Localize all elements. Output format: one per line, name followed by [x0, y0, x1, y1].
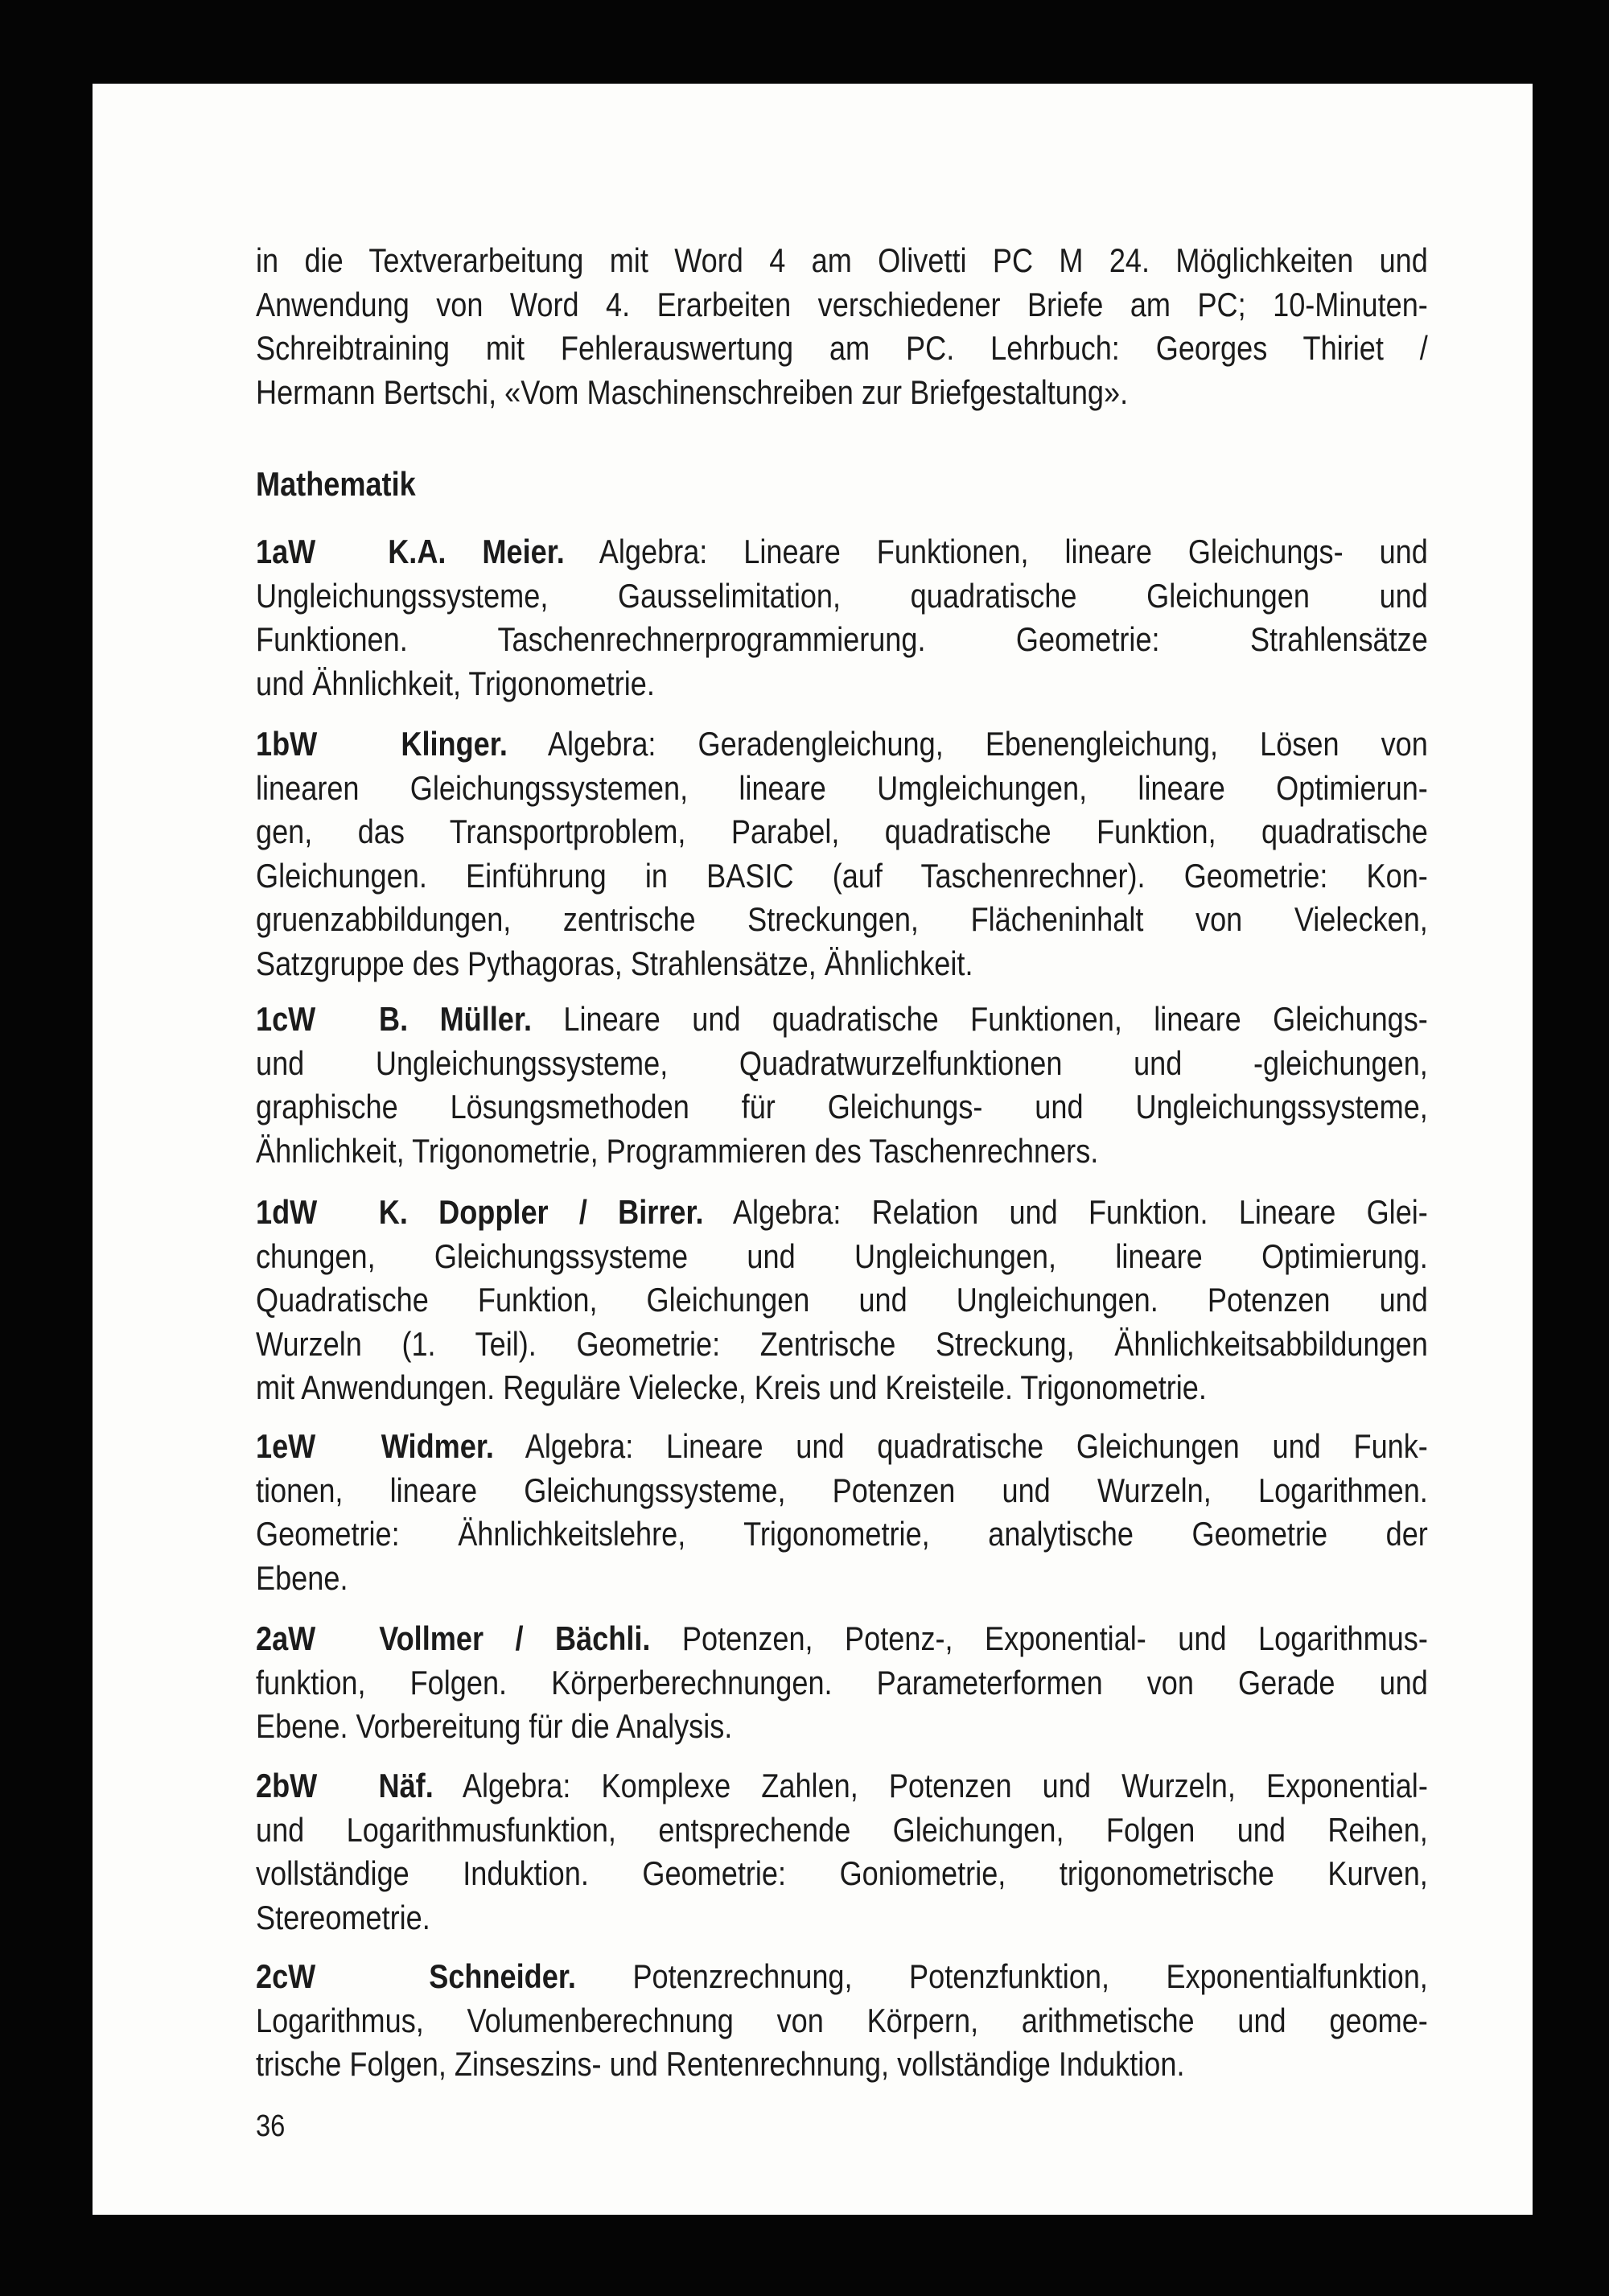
- course-lead: 1aW K.A. Meier.: [256, 533, 565, 570]
- text-line: Quadratische Funktion, Gleichungen und Ungleichungen. Potenzen und: [256, 1281, 1428, 1319]
- course-entry: [256, 1617, 1428, 1749]
- course-text: Lineare und quadratische Funktionen, lineare Gleichungs-: [563, 1000, 1428, 1038]
- course-entry: [256, 1191, 1428, 1410]
- course-entry: [256, 1764, 1428, 1940]
- course-entry: [256, 1425, 1428, 1600]
- course-lead: 1bW Klinger.: [256, 725, 508, 763]
- text-line: Schreibtraining mit Fehlerauswertung am PC. Lehrbuch: Georges Thiriet /: [256, 329, 1428, 367]
- course-entry: [256, 1955, 1428, 2087]
- course-text: Algebra: Lineare Funktionen, lineare Gleichungs- und: [599, 533, 1428, 570]
- text-line: Stereometrie.: [256, 1898, 430, 1936]
- course-text: Algebra: Relation und Funktion. Lineare Glei-: [732, 1193, 1428, 1231]
- course-entry: [256, 998, 1428, 1173]
- text-line: trische Folgen, Zinseszins- und Rentenrechnung, vollständige Induktion.: [256, 2045, 1185, 2083]
- text-line: gruenzabbildungen, zentrische Streckungen, Flächeninhalt von Vielecken,: [256, 900, 1428, 938]
- text-line: gen, das Transportproblem, Parabel, quadratische Funktion, quadratische: [256, 813, 1428, 850]
- text-line: Hermann Bertschi, «Vom Maschinenschreiben zur Briefgestaltung».: [256, 372, 1129, 411]
- page-number: 36: [256, 2109, 286, 2143]
- text-line: funktion, Folgen. Körperberechnungen. Parameterformen von Gerade und: [256, 1663, 1428, 1701]
- text-line: Logarithmus, Volumenberechnung von Körpern, arithmetische und geome-: [256, 2001, 1428, 2039]
- text-line: Anwendung von Word 4. Erarbeiten verschiedener Briefe am PC; 10-Minuten-: [256, 285, 1428, 323]
- text-line: Geometrie: Ähnlichkeitslehre, Trigonometrie, analytische Geometrie der: [256, 1515, 1428, 1553]
- text-line: [256, 1955, 1428, 1999]
- course-text: Potenzen, Potenz-, Exponential- und Logarithmus-: [681, 1619, 1428, 1657]
- intro-paragraph: [256, 239, 1428, 414]
- text-line: Ebene.: [256, 1558, 348, 1597]
- course-lead: 2cW Schneider.: [256, 1957, 576, 1995]
- course-text: Potenzrechnung, Potenzfunktion, Exponentialfunktion,: [632, 1957, 1428, 1995]
- text-line: Funktionen. Taschenrechnerprogrammierung. Geometrie: Strahlensätze: [256, 620, 1428, 658]
- text-line: [256, 1191, 1428, 1235]
- text-line: tionen, lineare Gleichungssysteme, Potenzen und Wurzeln, Logarithmen.: [256, 1471, 1428, 1509]
- text-line: mit Anwendungen. Reguläre Vielecke, Kreis und Kreisteile. Trigonometrie.: [256, 1368, 1207, 1406]
- text-line: graphische Lösungsmethoden für Gleichungs- und Ungleichungssysteme,: [256, 1088, 1428, 1125]
- text-line: Ähnlichkeit, Trigonometrie, Programmieren des Taschenrechners.: [256, 1131, 1099, 1170]
- course-lead: 1eW Widmer.: [256, 1427, 494, 1465]
- text-line: linearen Gleichungssystemen, lineare Umgleichungen, lineare Optimierun-: [256, 768, 1428, 807]
- course-lead: 1cW B. Müller.: [256, 1000, 532, 1038]
- text-line: vollständige Induktion. Geometrie: Goniometrie, trigonometrische Kurven,: [256, 1854, 1428, 1892]
- text-line: [256, 530, 1428, 574]
- course-text: Algebra: Komplexe Zahlen, Potenzen und Wurzeln, Exponential-: [462, 1767, 1428, 1804]
- text-line: Ungleichungssysteme, Gausselimitation, quadratische Gleichungen und: [256, 576, 1428, 615]
- text-line: in die Textverarbeitung mit Word 4 am Olivetti PC M 24. Möglichkeiten und: [256, 241, 1428, 279]
- course-entry: [256, 530, 1428, 706]
- text-line: [256, 998, 1428, 1042]
- text-line: und Logarithmusfunktion, entsprechende Gleichungen, Folgen und Reihen,: [256, 1810, 1428, 1849]
- course-lead: 2bW Näf.: [256, 1767, 434, 1804]
- text-line: [256, 1764, 1428, 1808]
- text-line: Wurzeln (1. Teil). Geometrie: Zentrische Streckung, Ähnlichkeitsabbildungen: [256, 1324, 1428, 1363]
- text-line: [256, 1425, 1428, 1469]
- text-line: Ebene. Vorbereitung für die Analysis.: [256, 1707, 733, 1745]
- course-text: Algebra: Lineare und quadratische Gleichungen und Funk-: [525, 1427, 1428, 1465]
- text-line: und Ähnlichkeit, Trigonometrie.: [256, 664, 655, 702]
- text-line: [256, 1617, 1428, 1661]
- text-line: und Ungleichungssysteme, Quadratwurzelfunktionen und -gleichungen,: [256, 1043, 1428, 1082]
- text-line: [256, 722, 1428, 767]
- text-line: Gleichungen. Einführung in BASIC (auf Taschenrechner). Geometrie: Kon-: [256, 856, 1428, 895]
- course-lead: 1dW K. Doppler / Birrer.: [256, 1193, 704, 1231]
- course-lead: 2aW Vollmer / Bächli.: [256, 1619, 651, 1657]
- course-entry: [256, 722, 1428, 985]
- text-line: chungen, Gleichungssysteme und Ungleichungen, lineare Optimierung.: [256, 1236, 1428, 1275]
- course-text: Algebra: Geradengleichung, Ebenengleichung, Lösen von: [547, 725, 1428, 763]
- section-heading: Mathematik: [256, 465, 416, 503]
- text-line: Satzgruppe des Pythagoras, Strahlensätze, Ähnlichkeit.: [256, 944, 973, 982]
